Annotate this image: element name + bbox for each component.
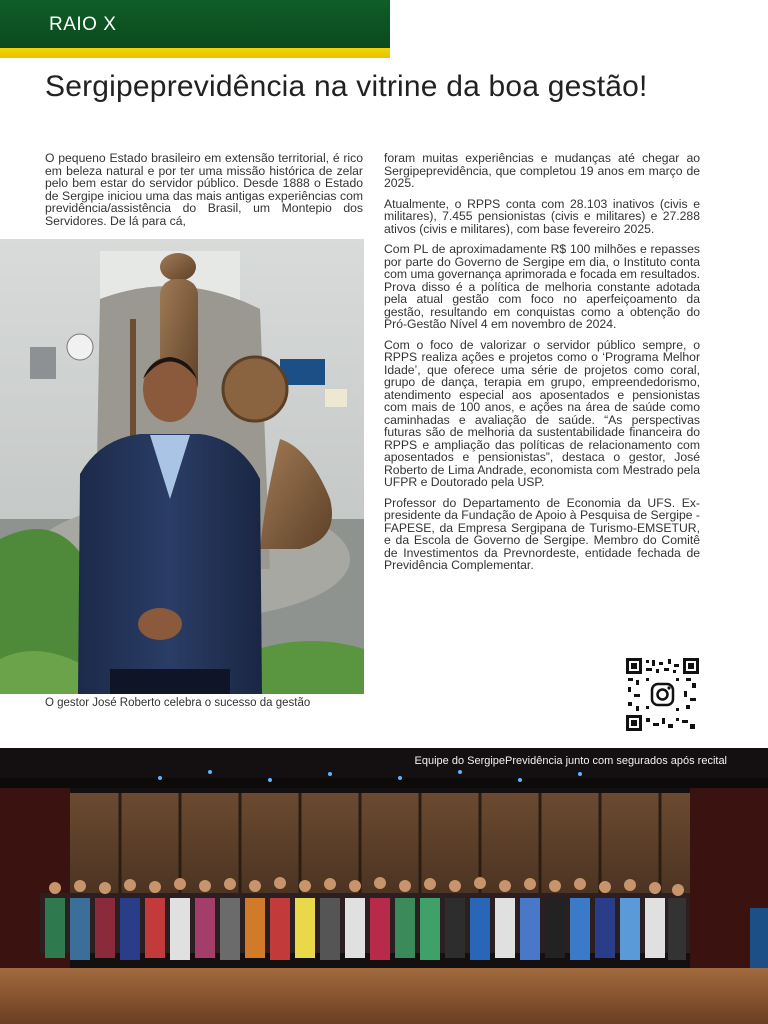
article-paragraph: Atualmente, o RPPS conta com 28.103 inativos (civis e militares), 7.455 pensionistas (civis e militares) e 27.288 ativos (civis e militares), com base fevereiro 2025. bbox=[384, 196, 700, 236]
article-right-column bbox=[384, 152, 700, 580]
group-photo bbox=[0, 748, 768, 1024]
article-paragraph: foram muitas experiências e mudanças até chegar ao Sergipeprevidência, que completou 19 anos em março de 2025. bbox=[384, 151, 700, 190]
article-left-column bbox=[45, 152, 363, 235]
instagram-qr-code-icon[interactable] bbox=[626, 658, 699, 731]
section-header-stripe bbox=[0, 48, 390, 58]
article-paragraph: Professor do Departamento de Economia da UFS. Ex-presidente da Fundação de Apoio à Pesquisa de Sergipe - FAPESE, da Empresa Sergipana de Turismo-EMSETUR, e da Escola de Governo de Sergipe. Membro do Comitê de Investimentos da Prevnordeste, entidade fechada de Previdência Complementar. bbox=[384, 495, 700, 572]
article-paragraph: Com PL de aproximadamente R$ 100 milhões e repasses por parte do Governo de Sergipe em dia, o Instituto conta com uma governança aprimorada e focada em resultados. Prova disso é a política de melhoria constante adotada pela atual gestão com foco no aperfeiçoamento da gestão, resultando em conquistas como a obtenção do Pró-Gestão Nível 4 em novembro de 2024. bbox=[384, 242, 700, 331]
section-label: RAIO X bbox=[49, 14, 117, 35]
page-title: Sergipeprevidência na vitrine da boa gestão! bbox=[45, 70, 648, 103]
group-photo-caption: Equipe do SergipePrevidência junto com segurados após recital bbox=[414, 755, 727, 767]
article-paragraph: O pequeno Estado brasileiro em extensão territorial, é rico em beleza natural e por ter uma missão histórica de zelar pelo bem estar do servidor público. Desde 1888 o Estado de Sergipe iniciou uma das mais antigas experiências com previdência/assistência do Brasil, um Montepio dos Servidores. De lá para cá, bbox=[45, 151, 363, 228]
article-paragraph: Com o foco de valorizar o servidor público sempre, o RPPS realiza ações e projetos como o ‘Programa Melhor Idade’, que oferece uma série de projetos como coral, grupo de dança, terapia em grupo, empreendedorismo, atendimento especial aos aposentados e pensionistas com mais de 100 anos, e ações na área de saúde como caminhadas e avaliação de saúde. “As perspectivas futuras são de melhoria da sustentabilidade financeira do RPPS e ampliação das políticas de relacionamento com aposentados e pensionistas”, destaca o gestor, José Roberto de Lima Andrade, economista com Mestrado pela UFPR e Doutorado pela USP. bbox=[384, 337, 700, 489]
portrait-photo bbox=[0, 239, 364, 694]
portrait-caption: O gestor José Roberto celebra o sucesso da gestão bbox=[45, 697, 311, 709]
